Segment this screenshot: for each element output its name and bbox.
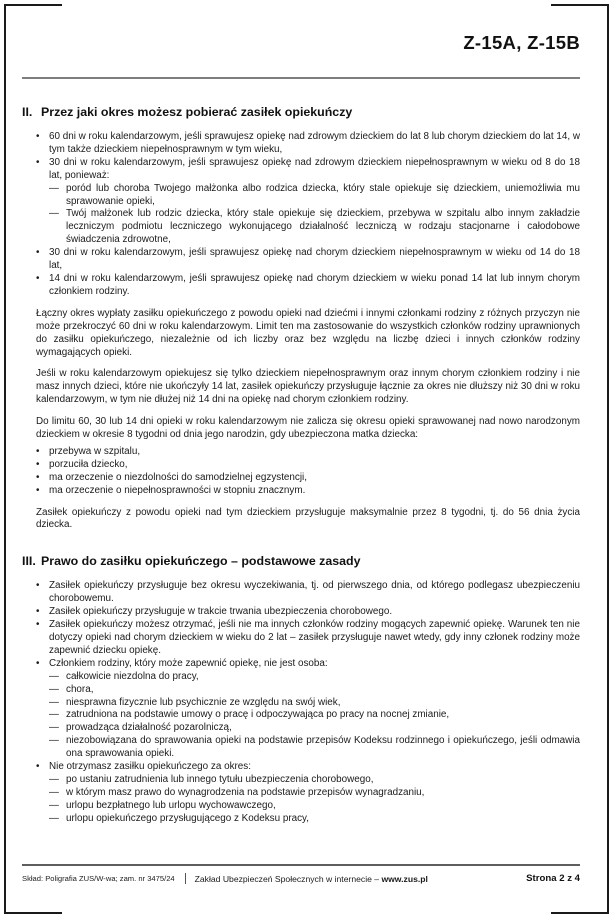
page-border-right	[607, 4, 609, 914]
list-item-text: 30 dni w roku kalendarzowym, jeśli sprawujesz opiekę nad chorym dzieckiem niepełnosprawnym w wieku od 14 do 18 lat,	[49, 247, 580, 272]
sub-list-item	[49, 774, 580, 787]
header-rule	[22, 77, 580, 79]
paragraph: Jeśli w roku kalendarzowym opiekujesz się tylko dzieckiem niepełnosprawnym oraz innym chorym członkiem rodziny i nie masz innych dzieci, które nie ukończyły 14 lat, zasiłek opiekuńczy przysługuje łącznie za okres nie dłuższy niż 30 dni w roku kalendarzowym, w tym nie dłużej niż 14 dni na opiekę nad chorym członkiem rodziny.	[36, 368, 580, 406]
section-iii-bullet-list	[36, 580, 580, 825]
section-ii-bullet-list	[36, 131, 580, 299]
sub-list-item-text: urlopu bezpłatnego lub urlopu wychowawczego,	[66, 799, 276, 811]
crop-mark-bottom-right	[551, 912, 609, 914]
sub-list-item	[49, 735, 580, 761]
bullet-icon: •	[36, 131, 40, 142]
section-iii-title: Prawo do zasiłku opiekuńczego – podstawowe zasady	[41, 554, 361, 569]
list-item-text: Członkiem rodziny, który może zapewnić opiekę, nie jest osoba:	[49, 657, 328, 669]
bullet-icon: •	[36, 761, 40, 773]
list-item-text: ma orzeczenie o niezdolności do samodzielnej egzystencji,	[49, 471, 307, 483]
bullet-icon: •	[36, 619, 40, 631]
list-item	[36, 580, 580, 606]
sub-list-item	[49, 709, 580, 722]
list-item-text: przebywa w szpitalu,	[49, 445, 141, 457]
sub-list-item-text: zatrudniona na podstawie umowy o pracę i odpoczywająca po pracy na nocnej zmianie,	[66, 709, 450, 721]
dash-icon: —	[49, 670, 59, 682]
sub-list-item-text: chora,	[66, 683, 94, 695]
list-item	[36, 658, 580, 671]
sub-list-item	[49, 697, 580, 710]
list-item-text: 60 dni w roku kalendarzowym, jeśli sprawujesz opiekę nad zdrowym dzieckiem do lat 8 lub chorym dzieckiem do lat 14, w tym także dzieckiem niepełnosprawnym w tym wieku,	[49, 131, 580, 155]
paragraph: Do limitu 60, 30 lub 14 dni opieki w roku kalendarzowym nie zalicza się okresu opieki sprawowanej nad nowo narodzonym dzieckiem w okresie 8 tygodni od dnia jego narodzin, gdy ubezpieczona matka dziecka:	[36, 416, 580, 441]
list-item-text: Zasiłek opiekuńczy przysługuje w trakcie trwania ubezpieczenia chorobowego.	[49, 606, 393, 618]
section-ii-title: Przez jaki okres możesz pobierać zasiłek opiekuńczy	[41, 105, 353, 119]
list-item	[36, 273, 580, 299]
bullet-icon: •	[36, 156, 40, 168]
list-item-text: porzuciła dziecko,	[49, 458, 128, 470]
footer-zus-url: www.zus.pl	[381, 873, 428, 884]
page-footer	[22, 864, 580, 884]
sub-list-item	[49, 800, 580, 813]
dash-icon: —	[49, 722, 59, 734]
dash-icon: —	[49, 786, 59, 798]
list-item	[36, 459, 580, 472]
list-item	[36, 619, 580, 658]
sub-list-item	[49, 684, 580, 697]
dash-icon: —	[49, 182, 59, 194]
sub-list-item-text: niezobowiązana do sprawowania opieki na podstawie przepisów Kodeksu rodzinnego i opiekuńczego, jeśli odmawia ona sprawowania opieki.	[66, 735, 580, 760]
list-item-text: 14 dni w roku kalendarzowym, jeśli sprawujesz opiekę nad chorym dzieckiem w wieku ponad 14 lat lub innym chorym członkiem rodziny.	[49, 272, 580, 297]
sub-list-item	[49, 722, 580, 735]
list-item	[36, 606, 580, 619]
footer-zus-text: Zakład Ubezpieczeń Społecznych w internecie –	[194, 873, 382, 884]
footer-zus-info	[195, 874, 428, 884]
sub-list-item	[49, 183, 580, 209]
list-item	[36, 472, 580, 485]
list-item-text: ma orzeczenie o niepełnosprawności w stopniu znacznym.	[49, 484, 306, 496]
dash-icon: —	[49, 799, 59, 811]
paragraph: Łączny okres wypłaty zasiłku opiekuńczego z powodu opieki nad dziećmi i innymi członkami rodziny z różnych przyczyn nie może przekroczyć 60 dni w roku kalendarzowym. Limit ten ma zastosowanie do wszystkich członków rodziny uprawnionych do zasiłku opiekuńczego, niezależnie od ich liczby oraz bez względu na liczbę dzieci i innych członków rodziny wymagających opieki.	[36, 307, 580, 358]
page-content	[22, 0, 580, 826]
sub-list-item	[49, 208, 580, 247]
section-ii-heading	[22, 105, 580, 119]
dash-icon: —	[49, 735, 59, 747]
footer-row	[22, 873, 580, 884]
bullet-icon: •	[36, 272, 40, 284]
dash-icon: —	[49, 208, 59, 220]
sub-list-item-text: po ustaniu zatrudnienia lub innego tytułu ubezpieczenia chorobowego,	[66, 773, 374, 785]
sub-list-item-text: poród lub choroba Twojego małżonka albo rodzica dziecka, który stale opiekuje się dzieckiem, uniemożliwia mu sprawowanie opieki,	[66, 182, 580, 207]
dash-icon: —	[49, 709, 59, 721]
footer-rule	[22, 864, 580, 866]
sub-list-item-text: prowadząca działalność pozarolniczą,	[66, 722, 232, 734]
list-item-text: Nie otrzymasz zasiłku opiekuńczego za okres:	[49, 761, 251, 773]
paragraph: Zasiłek opiekuńczy z powodu opieki nad tym dzieckiem przysługuje maksymalnie przez 8 tygodni, tj. do 56 dnia życia dziecka.	[36, 506, 580, 531]
bullet-icon: •	[36, 445, 40, 457]
list-item	[36, 247, 580, 273]
bullet-icon: •	[36, 657, 40, 669]
mother-conditions-list	[36, 446, 580, 498]
sub-list-item-text: niesprawna fizycznie lub psychicznie ze względu na swój wiek,	[66, 696, 341, 708]
list-item-text: Zasiłek opiekuńczy możesz otrzymać, jeśli nie ma innych członków rodziny mogących zapewnić opiekę. Warunek ten nie dotyczy opieki nad chorym dzieckiem w wieku do 2 lat – zasiłek przysługuje nawet wtedy, gdy inny członek rodziny może zapewnić dziecku opiekę.	[49, 619, 580, 656]
sub-list-item	[49, 813, 580, 826]
list-item	[36, 131, 580, 157]
list-item	[36, 157, 580, 183]
crop-mark-bottom-left	[4, 912, 62, 914]
sub-list-item-text: w którym masz prawo do wynagrodzenia na podstawie przepisów wynagradzaniu,	[66, 786, 425, 798]
list-item	[36, 761, 580, 774]
dash-icon: —	[49, 683, 59, 695]
bullet-icon: •	[36, 247, 40, 259]
footer-print-info: Skład: Poligrafia ZUS/W-wa; zam. nr 3475/24	[22, 874, 175, 883]
page-border-left	[4, 4, 6, 914]
list-item	[36, 485, 580, 498]
dash-icon: —	[49, 773, 59, 785]
form-code-title: Z-15A, Z-15B	[463, 32, 580, 53]
sub-list-item	[49, 671, 580, 684]
section-iii-heading	[22, 554, 580, 568]
section-iii-number: III.	[22, 554, 36, 569]
list-item-text: 30 dni w roku kalendarzowym, jeśli sprawujesz opiekę nad zdrowym dzieckiem niepełnosprawnym w wieku od 8 do 18 lat, ponieważ:	[49, 156, 580, 181]
bullet-icon: •	[36, 484, 40, 496]
footer-separator	[185, 873, 186, 884]
list-item	[36, 446, 580, 459]
list-item-text: Zasiłek opiekuńczy przysługuje bez okresu wyczekiwania, tj. od pierwszego dnia, od którego podlegasz ubezpieczeniu chorobowemu.	[49, 580, 580, 605]
bullet-icon: •	[36, 458, 40, 470]
sub-list-item-text: urlopu opiekuńczego przysługującego z Kodeksu pracy,	[66, 812, 309, 824]
bullet-icon: •	[36, 471, 40, 483]
dash-icon: —	[49, 696, 59, 708]
bullet-icon: •	[36, 580, 40, 592]
section-ii-number: II.	[22, 105, 33, 119]
dash-icon: —	[49, 812, 59, 824]
bullet-icon: •	[36, 606, 40, 618]
sub-list-item-text: Twój małżonek lub rodzic dziecka, który stale opiekuje się dzieckiem, przebywa w szpitalu albo innym zakładzie leczniczym podmiotu leczniczego wykonującego działalność leczniczą w rodzaju stacjonarne i całodobowe świadczenia zdrowotne,	[66, 208, 580, 246]
footer-page-number: Strona 2 z 4	[526, 873, 580, 884]
sub-list-item	[49, 787, 580, 800]
sub-list-item-text: całkowicie niezdolna do pracy,	[66, 670, 199, 682]
